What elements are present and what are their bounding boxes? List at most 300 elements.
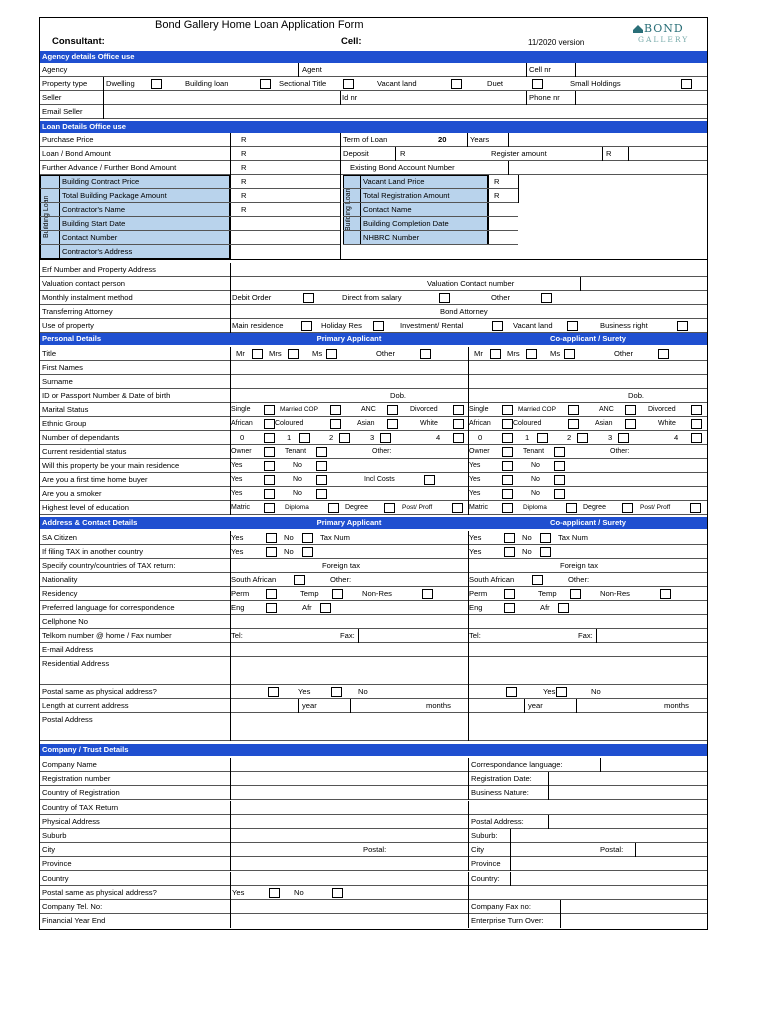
primary-dep3-checkbox[interactable] xyxy=(380,433,391,443)
id-nr-label: Id nr xyxy=(342,93,358,102)
seller-row xyxy=(40,91,707,105)
co-anc-checkbox[interactable] xyxy=(625,405,636,415)
african-label: African xyxy=(231,420,253,427)
address-row-label: Length at current address xyxy=(42,701,129,710)
primary-afr-checkbox[interactable] xyxy=(320,603,331,613)
address-row-label: SA Citizen xyxy=(42,533,78,542)
building-loan-item-label: Contact Number xyxy=(62,233,118,242)
vacant-land-item-label: Building Completion Date xyxy=(363,219,449,228)
building-loan-item-label: Building Start Date xyxy=(62,219,126,228)
address-row xyxy=(40,685,707,699)
yes-label: Yes xyxy=(231,462,243,469)
matric-label: Matric xyxy=(469,504,489,511)
primary-single-checkbox[interactable] xyxy=(264,405,275,415)
address-row-label: Nationality xyxy=(42,575,78,584)
building-loan-row xyxy=(40,217,340,231)
dependants-2-label: 2 xyxy=(567,433,572,442)
term-value[interactable]: 20 xyxy=(438,135,447,144)
primary-coloured-checkbox[interactable] xyxy=(330,419,341,429)
yes-label: Yes xyxy=(232,887,245,897)
months-label: months xyxy=(426,701,451,710)
co-divorced-checkbox[interactable] xyxy=(691,405,702,415)
co-coloured-checkbox[interactable] xyxy=(568,419,579,429)
company-row xyxy=(40,857,707,871)
vacant-land-row xyxy=(343,203,518,217)
co-postal-no-checkbox[interactable] xyxy=(556,687,567,697)
personal-row xyxy=(40,361,707,375)
address-row-label: E-mail Address xyxy=(42,645,94,654)
co-perm-checkbox[interactable] xyxy=(504,589,515,599)
company-row-label: Suburb xyxy=(42,831,67,840)
agency-row xyxy=(40,63,707,77)
company-right-label: Correspondance language: xyxy=(471,760,563,769)
building-loan-row xyxy=(40,189,340,203)
co-no-checkbox[interactable] xyxy=(554,475,565,485)
address-row-label: Preferred language for correspondence xyxy=(42,603,175,612)
instalment-label: Monthly instalment method xyxy=(42,293,133,302)
co-yes-checkbox[interactable] xyxy=(502,475,513,485)
dependants-1-label: 1 xyxy=(525,433,530,442)
no-label: No xyxy=(294,887,304,897)
incl-costs-label: Incl Costs xyxy=(364,476,395,483)
company-row-label: Company Name xyxy=(42,760,97,769)
company-row xyxy=(40,815,707,829)
company-postal-yes-checkbox[interactable] xyxy=(269,888,280,898)
co-postal-yes-checkbox[interactable] xyxy=(506,687,517,697)
address-row-label: If filing TAX in another country xyxy=(42,547,144,556)
address-row xyxy=(40,587,707,601)
agent-label: Agent xyxy=(302,65,322,74)
duet-label: Duet xyxy=(487,79,504,88)
cell-nr-label: Cell nr xyxy=(529,65,551,74)
dependants-4-label: 4 xyxy=(436,433,441,442)
non-res-label: Non-Res xyxy=(362,589,392,598)
company-row xyxy=(40,786,707,800)
yes-label: Yes xyxy=(469,547,482,556)
no-label: No xyxy=(293,476,302,483)
co-sa-nationality-checkbox[interactable] xyxy=(532,575,543,585)
years-label: Years xyxy=(470,135,490,144)
vacant-land-row xyxy=(343,189,518,203)
company-row-label: Country xyxy=(42,873,69,883)
address-row-label: Postal Address xyxy=(42,715,93,724)
primary-tax-yes-checkbox[interactable] xyxy=(266,547,277,557)
married-label: Married COP xyxy=(518,406,556,413)
building-loan-vertical-label: Building Loan xyxy=(43,195,50,239)
personal-row-label: First Names xyxy=(42,363,83,372)
co-dep3-checkbox[interactable] xyxy=(618,433,629,443)
co-no-checkbox[interactable] xyxy=(554,461,565,471)
currency-r: R xyxy=(241,135,247,144)
company-right-label: Province xyxy=(471,859,501,869)
primary-mrs-checkbox[interactable] xyxy=(288,349,299,359)
co-african-checkbox[interactable] xyxy=(502,419,513,429)
company-row xyxy=(40,801,707,815)
primary-sa-no-checkbox[interactable] xyxy=(302,533,313,543)
personal-row xyxy=(40,445,707,459)
matric-label: Matric xyxy=(231,504,251,511)
diploma-label: Diploma xyxy=(285,504,309,511)
company-right-label: Postal Address: xyxy=(471,816,524,826)
asian-label: Asian xyxy=(595,420,613,427)
personal-row-label: Surname xyxy=(42,377,73,386)
personal-row-label: Highest level of education xyxy=(42,503,129,512)
primary-owner-checkbox[interactable] xyxy=(264,447,275,457)
instalment-row xyxy=(40,291,707,305)
dwelling-checkbox[interactable] xyxy=(151,79,162,89)
primary-tax-no-checkbox[interactable] xyxy=(302,547,313,557)
holiday-res-checkbox[interactable] xyxy=(373,321,384,331)
dependants-1-label: 1 xyxy=(287,433,292,442)
primary-no-checkbox[interactable] xyxy=(316,475,327,485)
no-label: No xyxy=(284,533,294,542)
investment-label: Investment/ Rental xyxy=(400,321,464,330)
primary-anc-checkbox[interactable] xyxy=(387,405,398,415)
no-label: No xyxy=(531,490,540,497)
vacant-land-use-checkbox[interactable] xyxy=(567,321,578,331)
fax-label: Fax: xyxy=(340,631,355,640)
holiday-res-label: Holiday Res xyxy=(321,321,362,330)
primary-matric-checkbox[interactable] xyxy=(264,503,275,513)
primary-postal-yes-checkbox[interactable] xyxy=(268,687,279,697)
personal-row-label: Marital Status xyxy=(42,405,89,414)
attorney-row xyxy=(40,305,707,319)
company-right-label: City xyxy=(471,845,485,855)
co-owner-checkbox[interactable] xyxy=(502,447,513,457)
perm-label: Perm xyxy=(469,589,488,598)
yes-label: Yes xyxy=(543,687,556,696)
primary-eng-checkbox[interactable] xyxy=(266,603,277,613)
primary-divorced-checkbox[interactable] xyxy=(453,405,464,415)
yes-label: Yes xyxy=(231,490,243,497)
personal-row-label: Are you a first time home buyer xyxy=(42,475,148,484)
small-holdings-label: Small Holdings xyxy=(570,79,621,88)
co-other-checkbox[interactable] xyxy=(658,349,669,359)
email-seller-label: Email Seller xyxy=(42,107,83,116)
primary-white-checkbox[interactable] xyxy=(453,419,464,429)
dependants-0-label: 0 xyxy=(478,433,483,442)
primary-ms-checkbox[interactable] xyxy=(326,349,337,359)
primary-no-checkbox[interactable] xyxy=(316,461,327,471)
address-row xyxy=(40,657,707,685)
title-mr-label: Mr xyxy=(474,349,483,358)
company-right-label: Enterprise Turn Over: xyxy=(471,916,544,926)
owner-label: Owner xyxy=(231,448,252,455)
no-label: No xyxy=(284,547,294,556)
personal-primary-label: Primary Applicant xyxy=(316,334,382,343)
yes-label: Yes xyxy=(469,490,481,497)
debit-order-checkbox[interactable] xyxy=(303,293,314,303)
company-row xyxy=(40,758,707,772)
months-label: months xyxy=(664,701,689,710)
currency-r: R xyxy=(241,163,247,172)
primary-other-checkbox[interactable] xyxy=(420,349,431,359)
temp-label: Temp xyxy=(300,589,319,598)
personal-co-label: Co-applicant / Surety xyxy=(550,334,626,343)
address-row xyxy=(40,615,707,629)
personal-row-label: ID or Passport Number & Date of birth xyxy=(42,391,171,400)
company-row xyxy=(40,886,707,900)
foreign-tax-label: Foreign tax xyxy=(322,561,360,570)
primary-yes-checkbox[interactable] xyxy=(264,475,275,485)
vacant-land-row xyxy=(343,231,518,245)
co-ms-checkbox[interactable] xyxy=(564,349,575,359)
co-matric-checkbox[interactable] xyxy=(502,503,513,513)
primary-dep0-checkbox[interactable] xyxy=(264,433,275,443)
small-holdings-checkbox[interactable] xyxy=(681,79,692,89)
vacant-land-item-label: Contact Name xyxy=(363,205,412,214)
single-label: Single xyxy=(469,406,489,413)
agency-header: Agency details Office use xyxy=(40,51,707,63)
personal-row-label: Are you a smoker xyxy=(42,489,102,498)
company-row xyxy=(40,914,707,928)
white-label: White xyxy=(420,420,438,427)
co-dep0-checkbox[interactable] xyxy=(502,433,513,443)
diploma-label: Diploma xyxy=(523,504,547,511)
title-ms-label: Ms xyxy=(312,349,323,358)
dob-label: Dob. xyxy=(628,391,645,400)
co-dep1-checkbox[interactable] xyxy=(537,433,548,443)
personal-row xyxy=(40,501,707,515)
email-seller-row xyxy=(40,105,707,119)
address-primary-label: Primary Applicant xyxy=(316,518,382,527)
co-no-checkbox[interactable] xyxy=(554,489,565,499)
other-nationality-label: Other: xyxy=(568,575,590,584)
co-dep2-checkbox[interactable] xyxy=(577,433,588,443)
building-loan-checkbox[interactable] xyxy=(260,79,271,89)
company-row xyxy=(40,843,707,857)
co-sa-yes-checkbox[interactable] xyxy=(504,533,515,543)
deposit-label: Deposit xyxy=(343,149,369,158)
co-nonres-checkbox[interactable] xyxy=(660,589,671,599)
post-proff-label: Post/ Proff xyxy=(402,504,433,511)
business-right-checkbox[interactable] xyxy=(677,321,688,331)
primary-temp-checkbox[interactable] xyxy=(332,589,343,599)
address-row xyxy=(40,545,707,559)
loan-amount-label: Loan / Bond Amount xyxy=(42,149,111,158)
no-label: No xyxy=(522,547,532,556)
valuation-number-label: Valuation Contact number xyxy=(427,279,515,288)
address-row-label: Cellphone No xyxy=(42,617,89,626)
personal-row xyxy=(40,487,707,501)
co-married-checkbox[interactable] xyxy=(568,405,579,415)
african-label: African xyxy=(469,420,491,427)
no-label: No xyxy=(531,462,540,469)
main-residence-checkbox[interactable] xyxy=(301,321,312,331)
primary-degree-checkbox[interactable] xyxy=(384,503,395,513)
company-row xyxy=(40,872,707,886)
building-loan-row xyxy=(40,175,340,189)
term-label: Term of Loan xyxy=(343,135,388,144)
co-sa-no-checkbox[interactable] xyxy=(540,533,551,543)
valuation-row xyxy=(40,277,707,291)
loan-header: Loan Details Office use xyxy=(40,121,707,133)
single-label: Single xyxy=(231,406,251,413)
co-single-checkbox[interactable] xyxy=(502,405,513,415)
company-row xyxy=(40,829,707,843)
year-label: year xyxy=(528,701,543,710)
currency-r: R xyxy=(241,191,247,200)
dependants-3-label: 3 xyxy=(370,433,375,442)
co-post-checkbox[interactable] xyxy=(690,503,701,513)
co-white-checkbox[interactable] xyxy=(691,419,702,429)
personal-row xyxy=(40,473,707,487)
building-loan-row xyxy=(40,245,340,259)
company-header: Company / Trust Details xyxy=(40,744,707,756)
primary-married-checkbox[interactable] xyxy=(330,405,341,415)
further-advance-label: Further Advance / Further Bond Amount xyxy=(42,163,177,172)
business-right-label: Business right xyxy=(600,321,648,330)
company-postal-no-checkbox[interactable] xyxy=(332,888,343,898)
other-nationality-label: Other: xyxy=(330,575,352,584)
no-label: No xyxy=(293,462,302,469)
seller-label: Seller xyxy=(42,93,62,102)
yes-label: Yes xyxy=(231,476,243,483)
primary-dep2-checkbox[interactable] xyxy=(339,433,350,443)
co-yes-checkbox[interactable] xyxy=(502,489,513,499)
address-row xyxy=(40,629,707,643)
primary-no-checkbox[interactable] xyxy=(316,489,327,499)
company-row xyxy=(40,900,707,914)
personal-header xyxy=(40,333,707,345)
anc-label: ANC xyxy=(361,406,376,413)
version-label: 11/2020 version xyxy=(528,38,585,47)
co-tenant-checkbox[interactable] xyxy=(554,447,565,457)
divorced-label: Divorced xyxy=(648,406,676,413)
address-row xyxy=(40,531,707,545)
building-loan-vertical-label-2: Building Loan xyxy=(345,188,352,232)
company-right-label: Country: xyxy=(471,873,500,883)
vacant-land-checkbox[interactable] xyxy=(451,79,462,89)
application-form xyxy=(39,17,708,930)
title-other-label: Other xyxy=(376,349,395,358)
address-row xyxy=(40,601,707,615)
afr-label: Afr xyxy=(540,603,550,612)
title-ms-label: Ms xyxy=(550,349,561,358)
valuation-person-label: Valuation contact person xyxy=(42,279,126,288)
dwelling-label: Dwelling xyxy=(106,79,135,88)
temp-label: Temp xyxy=(538,589,557,598)
tel-label: Tel: xyxy=(231,631,243,640)
primary-mr-checkbox[interactable] xyxy=(252,349,263,359)
currency-r: R xyxy=(241,205,247,214)
non-res-label: Non-Res xyxy=(600,589,630,598)
existing-bond-label: Existing Bond Account Number xyxy=(350,163,455,172)
personal-row xyxy=(40,403,707,417)
currency-r: R xyxy=(241,149,247,158)
yes-label: Yes xyxy=(298,687,311,696)
company-right-label: Suburb: xyxy=(471,831,498,840)
co-diploma-checkbox[interactable] xyxy=(566,503,577,513)
other-res-label: Other: xyxy=(372,448,392,455)
incl-costs-checkbox[interactable] xyxy=(424,475,435,485)
company-row-label: Province xyxy=(42,859,72,869)
primary-sa-nationality-checkbox[interactable] xyxy=(294,575,305,585)
personal-row xyxy=(40,417,707,431)
co-mr-checkbox[interactable] xyxy=(490,349,501,359)
primary-diploma-checkbox[interactable] xyxy=(328,503,339,513)
eng-label: Eng xyxy=(469,603,483,612)
south-african-label: South African xyxy=(469,575,515,584)
co-tax-yes-checkbox[interactable] xyxy=(504,547,515,557)
currency-r: R xyxy=(606,149,612,158)
co-yes-checkbox[interactable] xyxy=(502,461,513,471)
primary-dep4-checkbox[interactable] xyxy=(453,433,464,443)
co-degree-checkbox[interactable] xyxy=(622,503,633,513)
divorced-label: Divorced xyxy=(410,406,438,413)
building-loan-row xyxy=(40,203,340,217)
white-label: White xyxy=(658,420,676,427)
primary-tenant-checkbox[interactable] xyxy=(316,447,327,457)
other-instalment-checkbox[interactable] xyxy=(541,293,552,303)
sectional-title-label: Sectional Title xyxy=(279,79,327,88)
postal-label: Postal: xyxy=(363,845,387,855)
address-row xyxy=(40,643,707,657)
asian-label: Asian xyxy=(357,420,375,427)
vacant-land-use-label: Vacant land xyxy=(513,321,553,330)
address-header xyxy=(40,517,707,529)
primary-dep1-checkbox[interactable] xyxy=(299,433,310,443)
yes-label: Yes xyxy=(469,476,481,483)
address-row xyxy=(40,573,707,587)
tel-label: Tel: xyxy=(469,631,481,640)
yes-label: Yes xyxy=(469,533,482,542)
co-temp-checkbox[interactable] xyxy=(570,589,581,599)
vacant-land-item-label: Vacant Land Price xyxy=(363,177,425,186)
investment-checkbox[interactable] xyxy=(492,321,503,331)
no-label: No xyxy=(522,533,532,542)
main-residence-label: Main residence xyxy=(232,321,284,330)
no-label: No xyxy=(358,687,368,696)
address-row-label: Postal same as physical address? xyxy=(42,687,157,696)
primary-yes-checkbox[interactable] xyxy=(264,489,275,499)
primary-postal-no-checkbox[interactable] xyxy=(331,687,342,697)
co-afr-checkbox[interactable] xyxy=(558,603,569,613)
address-row xyxy=(40,713,707,741)
personal-row xyxy=(40,389,707,403)
duet-checkbox[interactable] xyxy=(532,79,543,89)
dependants-4-label: 4 xyxy=(674,433,679,442)
primary-yes-checkbox[interactable] xyxy=(264,461,275,471)
primary-asian-checkbox[interactable] xyxy=(387,419,398,429)
title-mrs-label: Mrs xyxy=(507,349,520,358)
address-co-label: Co-applicant / Surety xyxy=(550,518,626,527)
other-instalment-label: Other xyxy=(491,293,510,302)
co-dep4-checkbox[interactable] xyxy=(691,433,702,443)
vacant-land-item-label: NHBRC Number xyxy=(363,233,420,242)
no-label: No xyxy=(591,687,601,696)
title-other-label: Other xyxy=(614,349,633,358)
yes-label: Yes xyxy=(231,547,244,556)
sectional-title-checkbox[interactable] xyxy=(343,79,354,89)
personal-row xyxy=(40,431,707,445)
co-mrs-checkbox[interactable] xyxy=(526,349,537,359)
co-tax-no-checkbox[interactable] xyxy=(540,547,551,557)
primary-perm-checkbox[interactable] xyxy=(266,589,277,599)
primary-sa-yes-checkbox[interactable] xyxy=(266,533,277,543)
primary-nonres-checkbox[interactable] xyxy=(422,589,433,599)
currency-r: R xyxy=(241,177,247,186)
title-mr-label: Mr xyxy=(236,349,245,358)
primary-african-checkbox[interactable] xyxy=(264,419,275,429)
direct-salary-checkbox[interactable] xyxy=(439,293,450,303)
primary-post-checkbox[interactable] xyxy=(452,503,463,513)
building-loan-item-label: Contractor's Name xyxy=(62,205,126,214)
dependants-0-label: 0 xyxy=(240,433,245,442)
co-eng-checkbox[interactable] xyxy=(504,603,515,613)
foreign-tax-label: Foreign tax xyxy=(560,561,598,570)
co-asian-checkbox[interactable] xyxy=(625,419,636,429)
